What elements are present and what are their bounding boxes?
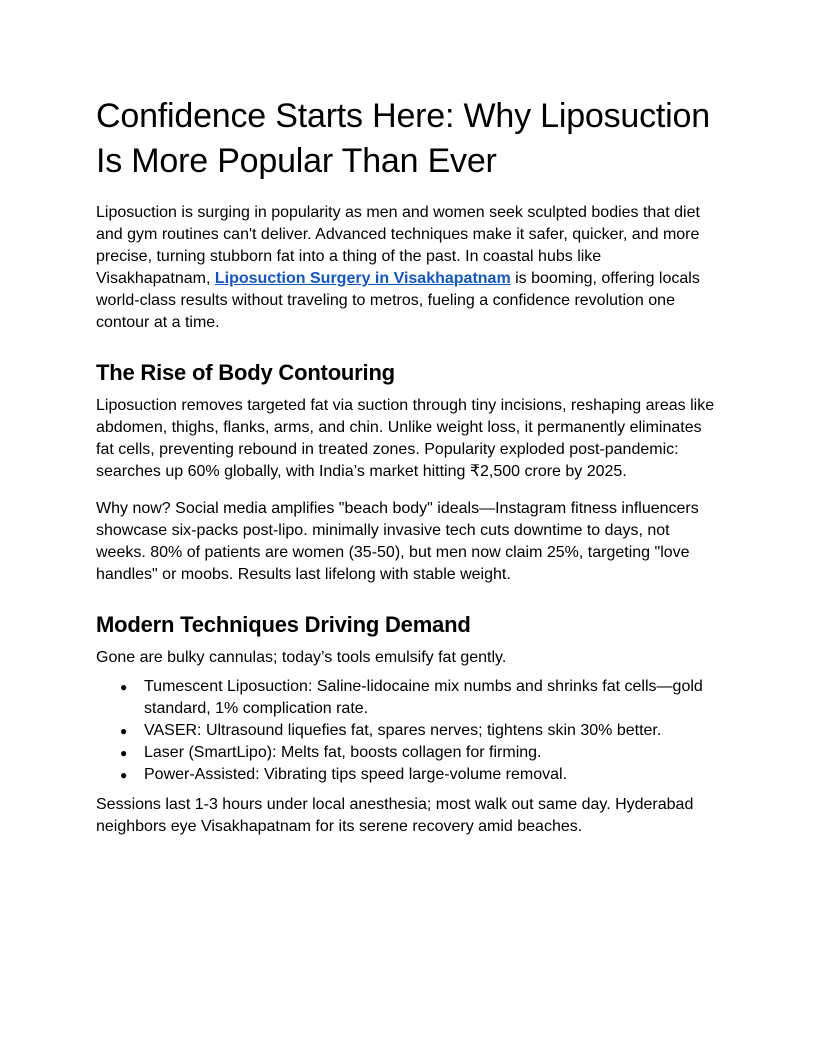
list-item bbox=[120, 764, 720, 786]
bullet-icon: ● bbox=[120, 768, 128, 782]
intro-text-before: Liposuction is surging in popularity as men and women seek sculpted bodies that diet and gym routines can't deliver. Advanced techniques make it safer, quicker, and more precise, turning stubborn fat into a thing of the past. In coastal hubs like Visakhapatnam, bbox=[96, 204, 700, 287]
bullet-icon: ● bbox=[120, 680, 128, 694]
list-item-text: Power-Assisted: Vibrating tips speed large-volume removal. bbox=[144, 766, 568, 783]
list-item bbox=[120, 676, 720, 720]
techniques-list bbox=[96, 676, 720, 786]
section1-paragraph-2: Why now? Social media amplifies "beach body" ideals—Instagram fitness influencers showcase six-packs post-lipo. minimally invasive tech cuts downtime to days, not weeks. 80% of patients are women (35-50), but men now claim 25%, targeting "love handles" or moobs. Results last lifelong with stable weight. bbox=[96, 500, 699, 583]
section-heading-rise: The Rise of Body Contouring bbox=[96, 360, 395, 385]
section2-outro: Sessions last 1-3 hours under local anesthesia; most walk out same day. Hyderabad neighbors eye Visakhapatnam for its serene recovery amid beaches. bbox=[96, 796, 694, 835]
list-item-text: Tumescent Liposuction: Saline-lidocaine mix numbs and shrinks fat cells—gold standard, 1% complication rate. bbox=[144, 678, 703, 717]
list-item bbox=[120, 742, 720, 764]
list-item bbox=[120, 720, 720, 742]
list-item-text: Laser (SmartLipo): Melts fat, boosts collagen for firming. bbox=[144, 744, 542, 761]
intro-paragraph bbox=[96, 202, 720, 334]
liposuction-surgery-link[interactable]: Liposuction Surgery in Visakhapatnam bbox=[214, 270, 511, 287]
list-item-text: VASER: Ultrasound liquefies fat, spares nerves; tightens skin 30% better. bbox=[144, 722, 662, 739]
page-title: Confidence Starts Here: Why Liposuction Is More Popular Than Ever bbox=[96, 97, 710, 180]
section2-intro: Gone are bulky cannulas; today’s tools emulsify fat gently. bbox=[96, 649, 507, 666]
section-heading-techniques: Modern Techniques Driving Demand bbox=[96, 612, 471, 637]
intro-text-after: is booming, offering locals world-class results without traveling to metros, fueling a confidence revolution one contour at a time. bbox=[96, 270, 700, 331]
bullet-icon: ● bbox=[120, 724, 128, 738]
document-page bbox=[96, 94, 720, 853]
bullet-icon: ● bbox=[120, 746, 128, 760]
section1-paragraph-1: Liposuction removes targeted fat via suction through tiny incisions, reshaping areas like abdomen, thighs, flanks, arms, and chin. Unlike weight loss, it permanently eliminates fat cells, preventing rebound in treated zones. Popularity exploded post-pandemic: searches up 60% globally, with India’s market hitting ₹2,500 crore by 2025. bbox=[96, 397, 715, 480]
